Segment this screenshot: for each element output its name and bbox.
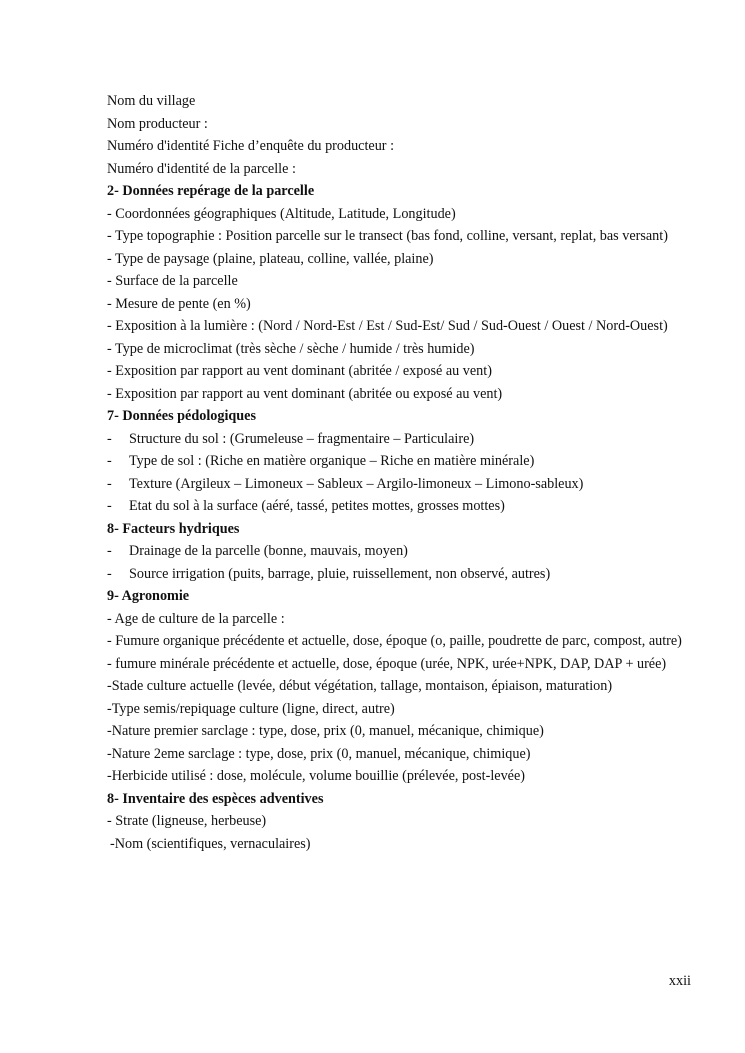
document-body [107, 90, 687, 855]
item-wind-exposure-1: - Exposition par rapport au vent dominant (abritée / exposé au vent) [107, 363, 492, 379]
list-item-soil-structure [107, 428, 687, 451]
item-crop-age: - Age de culture de la parcelle : [107, 610, 285, 627]
item-geographic-coordinates: - Coordonnées géographiques (Altitude, Latitude, Longitude) [107, 205, 456, 222]
item-microclimate-type: - Type de microclimat (très sèche / sèche / humide / très humide) [107, 340, 475, 357]
list-dash: - [107, 498, 112, 514]
item-wind-exposure-2: - Exposition par rapport au vent dominant (abritée ou exposé au vent) [107, 385, 503, 402]
list-item-drainage [107, 540, 687, 563]
item-crop-stage: -Stade culture actuelle (levée, début végétation, tallage, montaison, épiaison, maturation) [107, 678, 613, 694]
item-second-weeding: -Nature 2eme sarclage : type, dose, prix (0, manuel, mécanique, chimique) [107, 745, 531, 762]
section-heading-weed-inventory: 8- Inventaire des espèces adventives [107, 790, 324, 807]
list-dash: - [107, 565, 112, 582]
item-sowing-type: -Type semis/repiquage culture (ligne, direct, autre) [107, 700, 395, 717]
item-organic-manure: - Fumure organique précédente et actuelle, dose, époque (o, paille, poudrette de parc, compost, autre) [107, 633, 682, 649]
list-item-soil-type [107, 450, 687, 473]
field-producer-survey-id: Numéro d'identité Fiche d’enquête du producteur : [107, 138, 395, 154]
page-number: xxii [668, 973, 691, 989]
item-topography-type: - Type topographie : Position parcelle sur le transect (bas fond, colline, versant, replat, bas versant) [107, 228, 668, 244]
list-item-irrigation-source [107, 563, 687, 586]
field-producer-name: Nom producteur : [107, 115, 208, 132]
field-village-name: Nom du village [107, 93, 196, 109]
field-plot-id: Numéro d'identité de la parcelle : [107, 160, 296, 177]
list-dash: - [107, 475, 112, 492]
list-item-soil-texture [107, 473, 687, 496]
item-mineral-fertilizer: - fumure minérale précédente et actuelle, dose, époque (urée, NPK, urée+NPK, DAP, DAP + urée) [107, 655, 667, 672]
list-item-text: Type de sol : (Riche en matière organique – Riche en matière minérale) [129, 453, 535, 469]
item-light-exposure: - Exposition à la lumière : (Nord / Nord-Est / Est / Sud-Est/ Sud / Sud-Ouest / Ouest / Nord-Ouest) [107, 318, 668, 334]
section-heading-water-factors: 8- Facteurs hydriques [107, 520, 240, 537]
section-heading-soil-data: 7- Données pédologiques [107, 408, 256, 424]
item-stratum: - Strate (ligneuse, herbeuse) [107, 813, 267, 829]
list-item-text: Structure du sol : (Grumeleuse – fragmentaire – Particulaire) [129, 430, 475, 447]
section-heading-agronomy: 9- Agronomie [107, 588, 190, 604]
list-item-soil-surface-state [107, 495, 687, 518]
list-item-text: Drainage de la parcelle (bonne, mauvais, moyen) [129, 543, 408, 559]
list-item-text: Texture (Argileux – Limoneux – Sableux – Argilo-limoneux – Limono-sableux) [129, 475, 584, 492]
list-dash: - [107, 543, 112, 559]
item-plot-area: - Surface de la parcelle [107, 273, 238, 289]
section-heading-plot-location: 2- Données repérage de la parcelle [107, 183, 315, 199]
item-herbicide: -Herbicide utilisé : dose, molécule, volume bouillie (prélevée, post-levée) [107, 768, 525, 784]
list-item-text: Source irrigation (puits, barrage, pluie, ruissellement, non observé, autres) [129, 565, 551, 582]
list-dash: - [107, 430, 112, 447]
item-landscape-type: - Type de paysage (plaine, plateau, colline, vallée, plaine) [107, 250, 434, 267]
list-item-text: Etat du sol à la surface (aéré, tassé, petites mottes, grosses mottes) [129, 498, 505, 514]
item-slope-measure: - Mesure de pente (en %) [107, 295, 251, 312]
list-dash: - [107, 453, 112, 469]
item-first-weeding: -Nature premier sarclage : type, dose, prix (0, manuel, mécanique, chimique) [107, 723, 544, 739]
item-species-name: -Nom (scientifiques, vernaculaires) [110, 835, 311, 852]
